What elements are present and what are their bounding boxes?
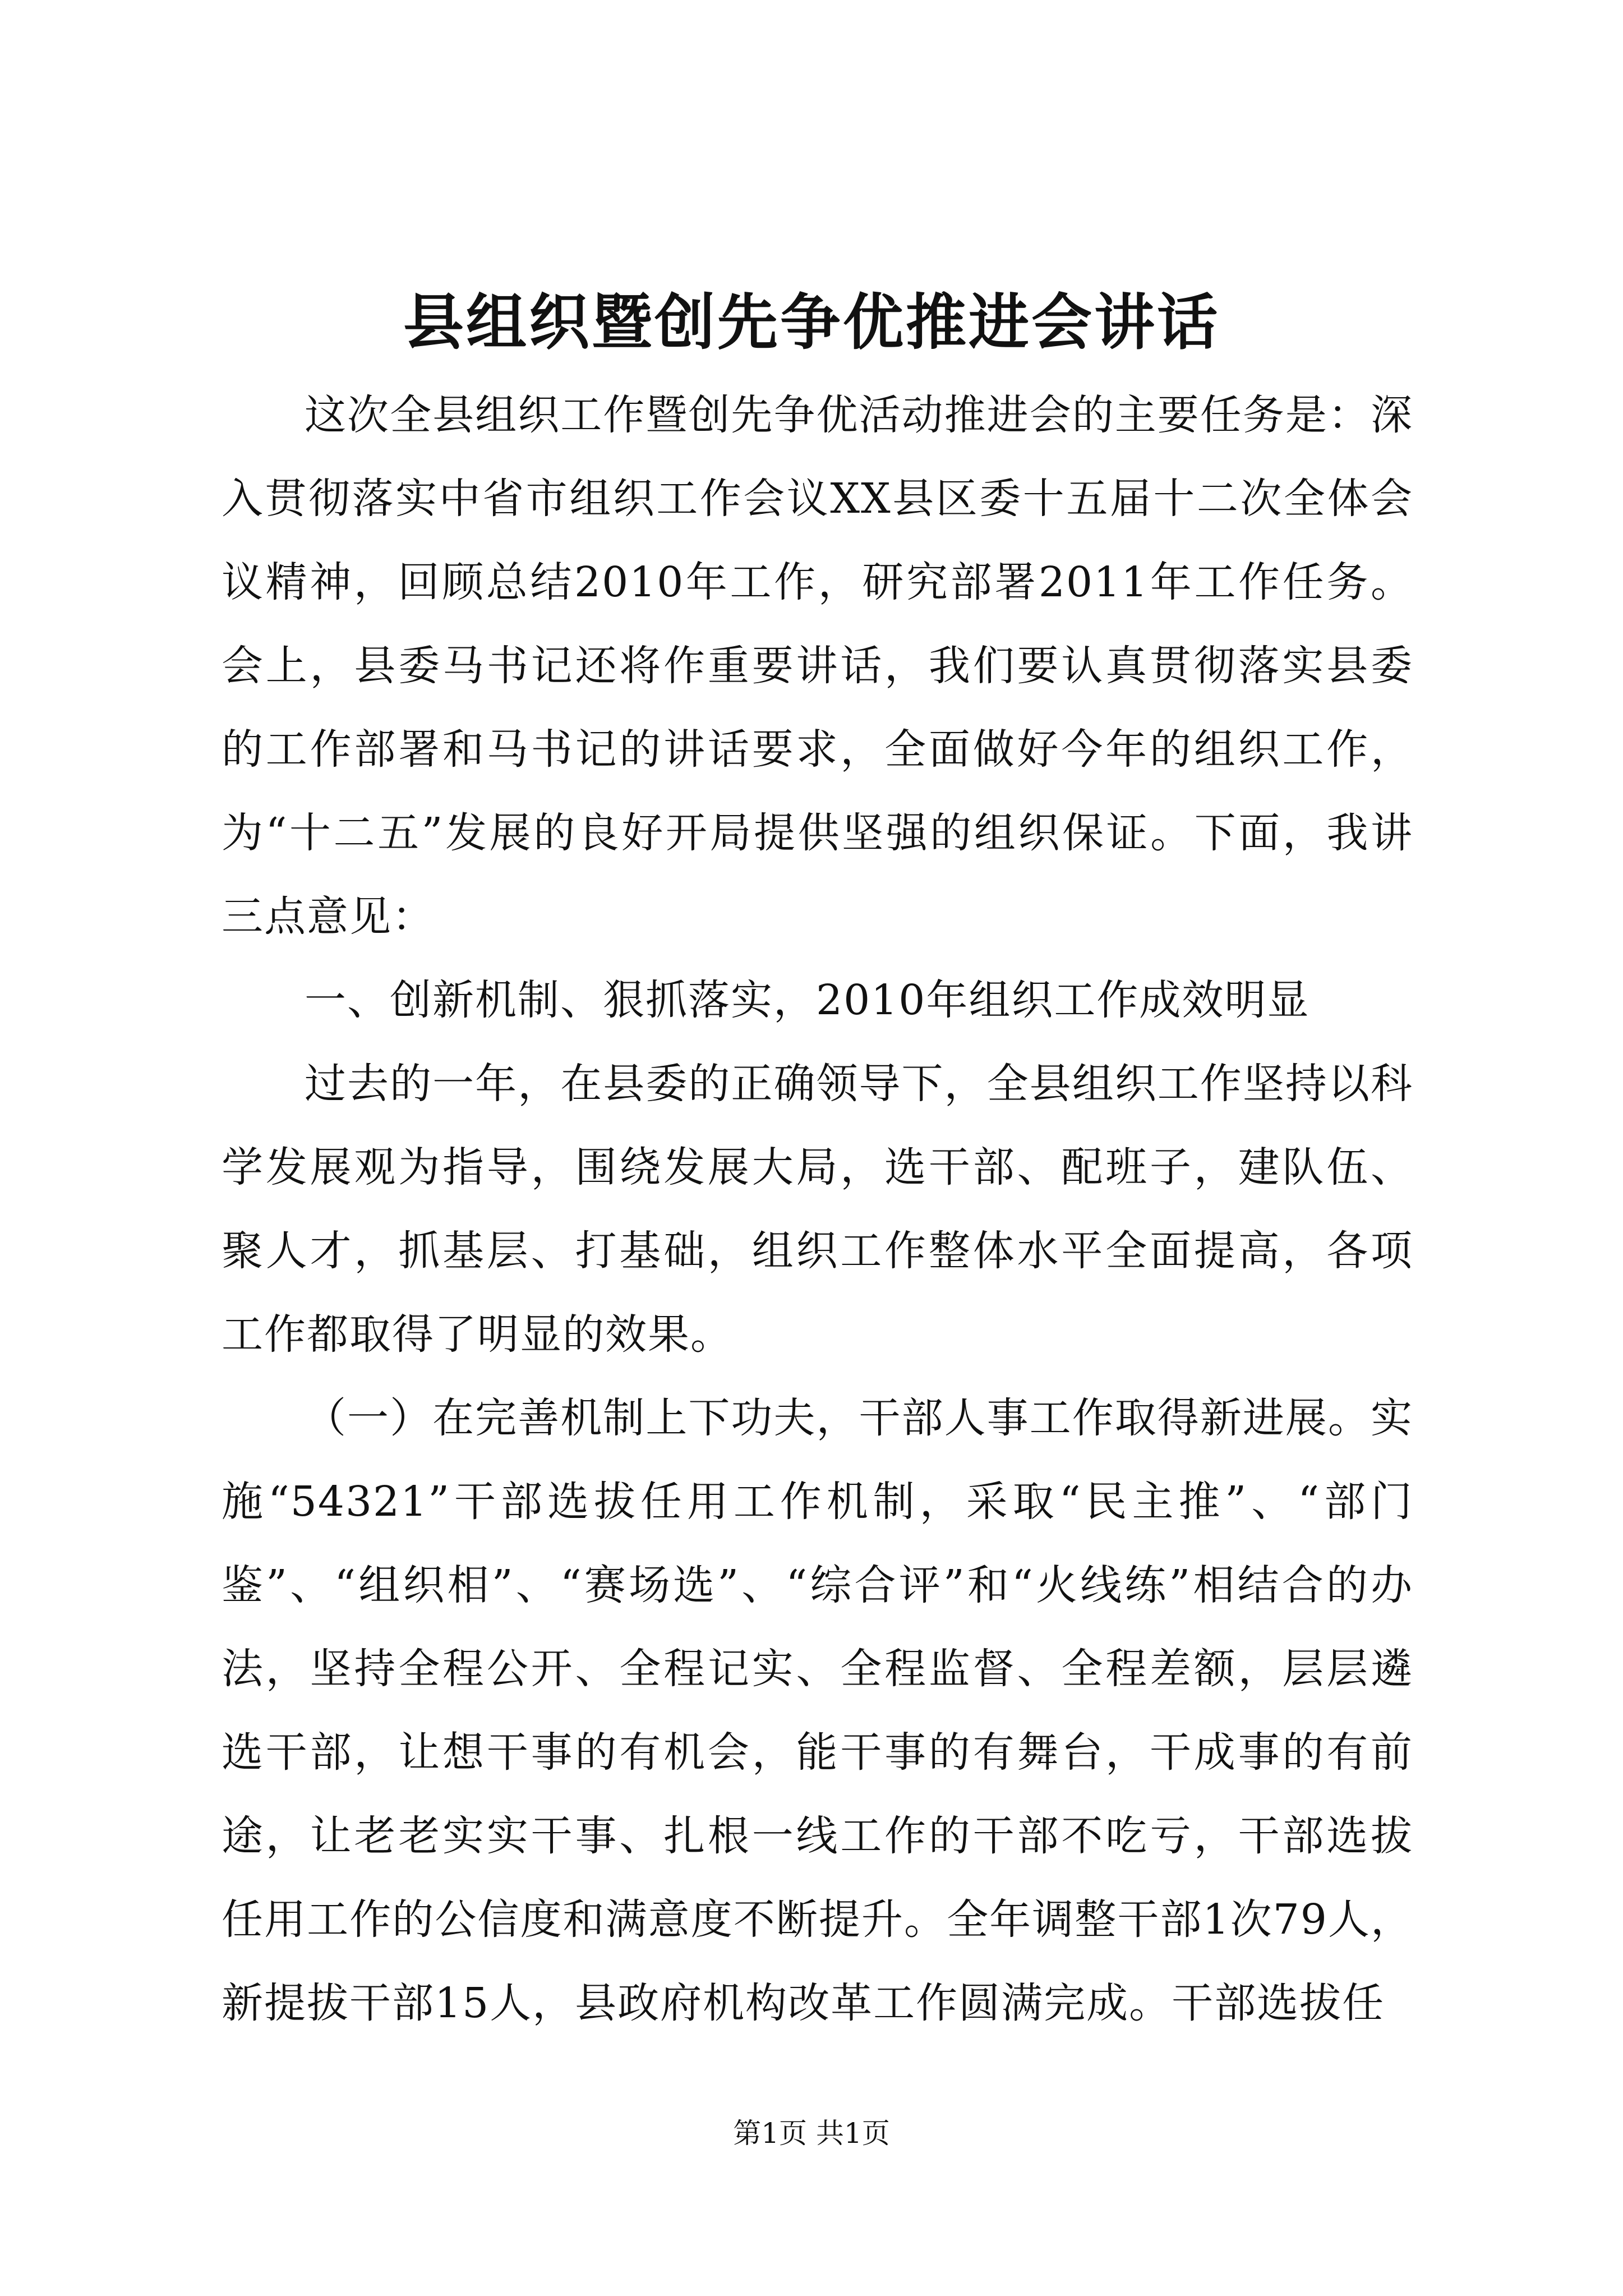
paragraph-subsection-1: （一）在完善机制上下功夫，干部人事工作取得新进展。实施“54321”干部选拔任用工作机制，采取“民主推”、“部门鉴”、“组织相”、“赛场选”、“综合评”和“火线练”相结合的办法，坚持全程公开、全程记实、全程监督、全程差额，层层遴选干部，让想干事的有机会，能干事的有舞台，干成事的有前途，让老老实实干事、扎根一线工作的干部不吃亏，干部选拔任用工作的公信度和满意度不断提升。全年调整干部1次79人，新提拔干部15人，县政府机构改革工作圆满完成。干部选拔任	[222, 1394, 1413, 2027]
document-title: 县组织暨创先争优推进会讲话	[403, 287, 1220, 358]
page-footer: 第1页 共1页	[733, 2117, 890, 2150]
section-heading-1: 一、创新机制、狠抓落实，2010年组织工作成效明显	[305, 976, 1310, 1024]
paragraph-review: 过去的一年，在县委的正确领导下，全县组织工作坚持以科学发展观为指导，围绕发展大局，选干部、配班子，建队伍、聚人才，抓基层、打基础，组织工作整体水平全面提高，各项工作都取得了明显的效果。	[222, 1060, 1413, 1359]
document-body	[222, 374, 1413, 2045]
paragraph-intro: 这次全县组织工作暨创先争优活动推进会的主要任务是：深入贯彻落实中省市组织工作会议XX县区委十五届十二次全体会议精神，回顾总结2010年工作，研究部署2011年工作任务。会上，县委马书记还将作重要讲话，我们要认真贯彻落实县委的工作部署和马书记的讲话要求，全面做好今年的组织工作，为“十二五”发展的良好开局提供坚强的组织保证。下面，我讲三点意见：	[222, 391, 1413, 941]
